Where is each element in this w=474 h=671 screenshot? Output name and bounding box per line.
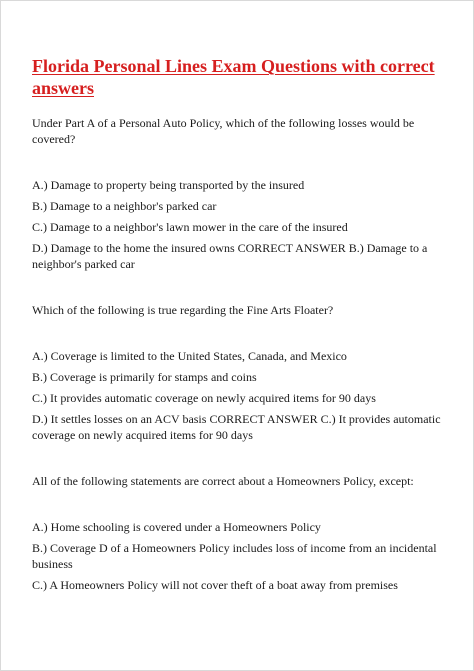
document-title: Florida Personal Lines Exam Questions with correct answers [32,56,435,98]
question-1-text: Under Part A of a Personal Auto Policy, which of the following losses would be covered? [32,116,415,146]
question-1-option-b: B.) Damage to a neighbor's parked car [32,199,217,213]
question-2-option-d: D.) It settles losses on an ACV basis CORRECT ANSWER C.) It provides automatic coverage on newly acquired items for 90 days [32,412,441,442]
question-3-option-a: A.) Home schooling is covered under a Homeowners Policy [32,520,321,534]
question-2-option-b: B.) Coverage is primarily for stamps and coins [32,370,257,384]
question-2-option-a: A.) Coverage is limited to the United States, Canada, and Mexico [32,349,347,363]
question-1-option-c: C.) Damage to a neighbor's lawn mower in the care of the insured [32,220,348,234]
question-2-option-c: C.) It provides automatic coverage on newly acquired items for 90 days [32,391,376,405]
document-content [32,55,444,593]
question-1-option-d: D.) Damage to the home the insured owns CORRECT ANSWER B.) Damage to a neighbor's parked car [32,241,428,271]
question-2-text: Which of the following is true regarding the Fine Arts Floater? [32,303,334,317]
question-1-option-a: A.) Damage to property being transported by the insured [32,178,305,192]
question-3-option-b: B.) Coverage D of a Homeowners Policy includes loss of income from an incidental business [32,541,437,571]
question-3-text: All of the following statements are correct about a Homeowners Policy, except: [32,474,414,488]
question-3-option-c: C.) A Homeowners Policy will not cover theft of a boat away from premises [32,578,398,592]
